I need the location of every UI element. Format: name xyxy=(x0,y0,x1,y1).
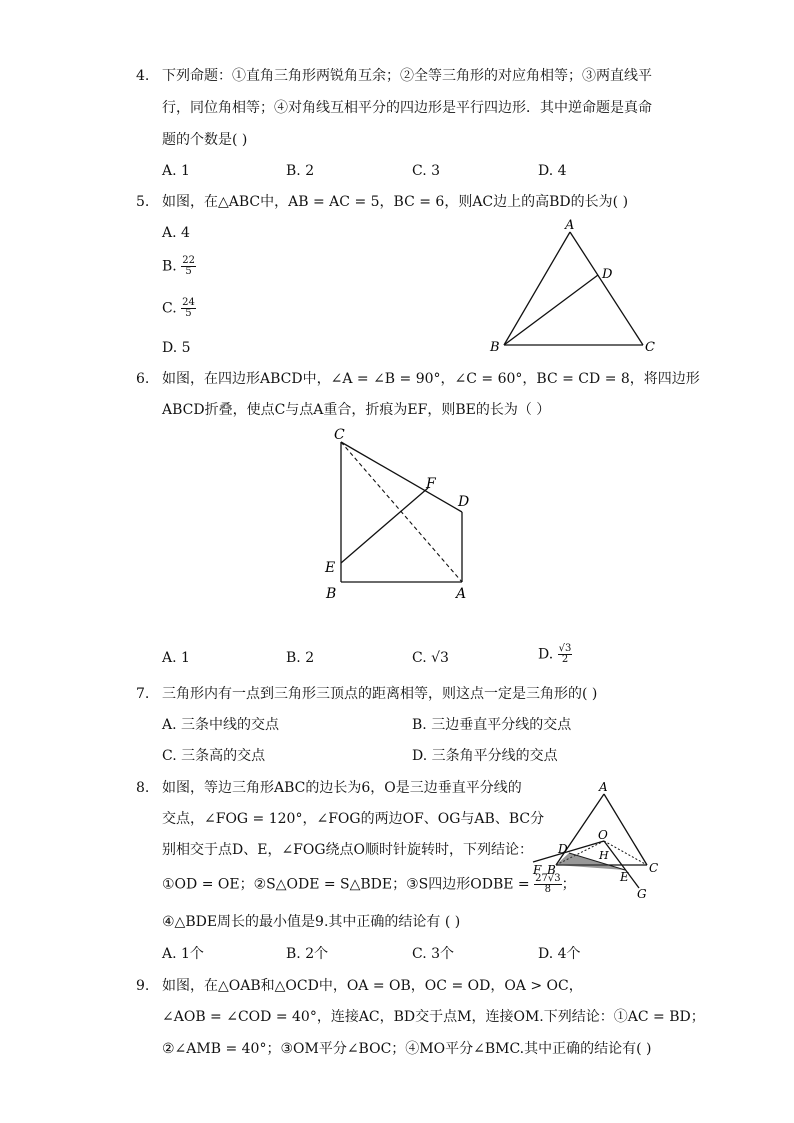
q8-option-b: B. 2个 xyxy=(286,946,329,962)
q5-number: 5. xyxy=(136,194,150,210)
q8-line-1: 如图，等边三角形ABC的边长为6，O是三边垂直平分线的 xyxy=(162,780,522,796)
q4-option-c: C. 3 xyxy=(412,163,441,179)
q7-option-b: B. 三边垂直平分线的交点 xyxy=(412,717,572,733)
q4-option-a: A. 1 xyxy=(162,163,190,179)
q7-number: 7. xyxy=(136,686,150,702)
q4-option-d: D. 4 xyxy=(538,163,567,179)
q6-option-d-fraction: $\frac{√3}{2}$ xyxy=(558,643,572,665)
q5-option-c-label: C. xyxy=(162,300,177,317)
q6-label-a: A xyxy=(456,586,467,602)
q8-equilateral-figure xyxy=(525,778,665,903)
q9-line-3: ②∠AMB = 40°；③OM平分∠BOC；④MO平分∠BMC.其中正确的结论有( ) xyxy=(162,1041,652,1057)
q4-line-2: 行，同位角相等；④对角线互相平分的四边形是平行四边形．其中逆命题是真命 xyxy=(162,100,652,116)
q9-line-2: ∠AOB = ∠COD = 40°，连接AC，BD交于点M，连接OM.下列结论：①AC = BD； xyxy=(162,1009,705,1025)
q8-number: 8. xyxy=(136,780,150,796)
q5-triangle-figure xyxy=(480,215,670,360)
q5-option-d: D. 5 xyxy=(162,340,191,356)
q5-label-b: B xyxy=(490,340,500,355)
q5-option-c xyxy=(162,298,196,319)
q7-option-a: A. 三条中线的交点 xyxy=(162,717,280,733)
q8-line-3: 别相交于点D、E，∠FOG绕点O顺时针旋转时，下列结论： xyxy=(162,842,534,858)
q6-number: 6. xyxy=(136,371,150,387)
q8-option-c: C. 3个 xyxy=(412,946,455,962)
q8-line-4-tail: ； xyxy=(561,876,576,893)
q8-line-4-text: ①OD = OE；②S△ODE = S△BDE；③S四边形ODBE = xyxy=(162,876,530,893)
q6-label-b: B xyxy=(326,586,337,602)
q6-option-d-label: D. xyxy=(538,646,554,663)
q6-option-c: C. √3 xyxy=(412,650,449,666)
q7-line: 三角形内有一点到三角形三顶点的距离相等，则这点一定是三角形的( ) xyxy=(162,686,598,702)
q8-label-c: C xyxy=(649,861,659,875)
q7-option-c: C. 三条高的交点 xyxy=(162,748,266,764)
q5-option-b-fraction: $\frac{22}{5}$ xyxy=(182,255,195,277)
q4-option-b: B. 2 xyxy=(286,163,315,179)
q8-line-4 xyxy=(162,874,576,895)
q4-line-1: 下列命题：①直角三角形两锐角互余；②全等三角形的对应角相等；③两直线平 xyxy=(162,68,652,84)
q6-label-d: D xyxy=(458,494,470,510)
q6-label-f: F xyxy=(426,476,436,492)
q8-label-a: A xyxy=(599,780,608,794)
q6-option-b: B. 2 xyxy=(286,650,315,666)
q5-option-b xyxy=(162,256,196,277)
q9-number: 9. xyxy=(136,978,150,994)
q8-label-g: G xyxy=(637,887,647,901)
q7-option-d: D. 三条角平分线的交点 xyxy=(412,748,558,764)
q8-label-d: D xyxy=(558,842,568,856)
q8-line-5: ④△BDE周长的最小值是9.其中正确的结论有 ( ) xyxy=(162,914,461,930)
q8-option-a: A. 1个 xyxy=(162,946,204,962)
q4-number: 4. xyxy=(136,68,150,84)
q5-option-a: A. 4 xyxy=(162,225,190,241)
q8-label-b: B xyxy=(547,863,556,877)
q6-line-1: 如图，在四边形ABCD中，∠A = ∠B = 90°，∠C = 60°，BC = CD = 8，将四边形 xyxy=(162,371,700,387)
q8-area-fraction: $\frac{27√3}{8}$ xyxy=(535,873,561,895)
q8-label-f: F xyxy=(533,863,542,877)
q8-option-d: D. 4个 xyxy=(538,946,581,962)
q5-option-b-label: B. xyxy=(162,258,177,275)
q5-option-c-fraction: $\frac{24}{5}$ xyxy=(182,297,195,319)
q5-label-d: D xyxy=(602,267,613,282)
q9-line-1: 如图，在△OAB和△OCD中，OA = OB，OC = OD，OA > OC， xyxy=(162,978,583,994)
q5-label-c: C xyxy=(645,340,655,355)
q6-option-a: A. 1 xyxy=(162,650,190,666)
q6-label-e: E xyxy=(325,560,336,576)
q8-line-2: 交点，∠FOG = 120°，∠FOG的两边OF、OG与AB、BC分 xyxy=(162,811,545,827)
q6-label-c: C xyxy=(334,427,345,443)
q8-label-h: H xyxy=(599,849,609,862)
q6-line-2: ABCD折叠，使点C与点A重合，折痕为EF，则BE的长为（ ） xyxy=(162,402,551,418)
q4-line-3: 题的个数是( ) xyxy=(162,132,248,148)
q5-line: 如图，在△ABC中，AB = AC = 5，BC = 6，则AC边上的高BD的长为( ) xyxy=(162,194,629,210)
q6-quadrilateral-figure xyxy=(320,420,480,610)
q6-option-d xyxy=(538,644,572,665)
q8-label-e: E xyxy=(620,870,629,884)
q8-label-o: O xyxy=(598,828,608,842)
q5-label-a: A xyxy=(565,218,575,233)
